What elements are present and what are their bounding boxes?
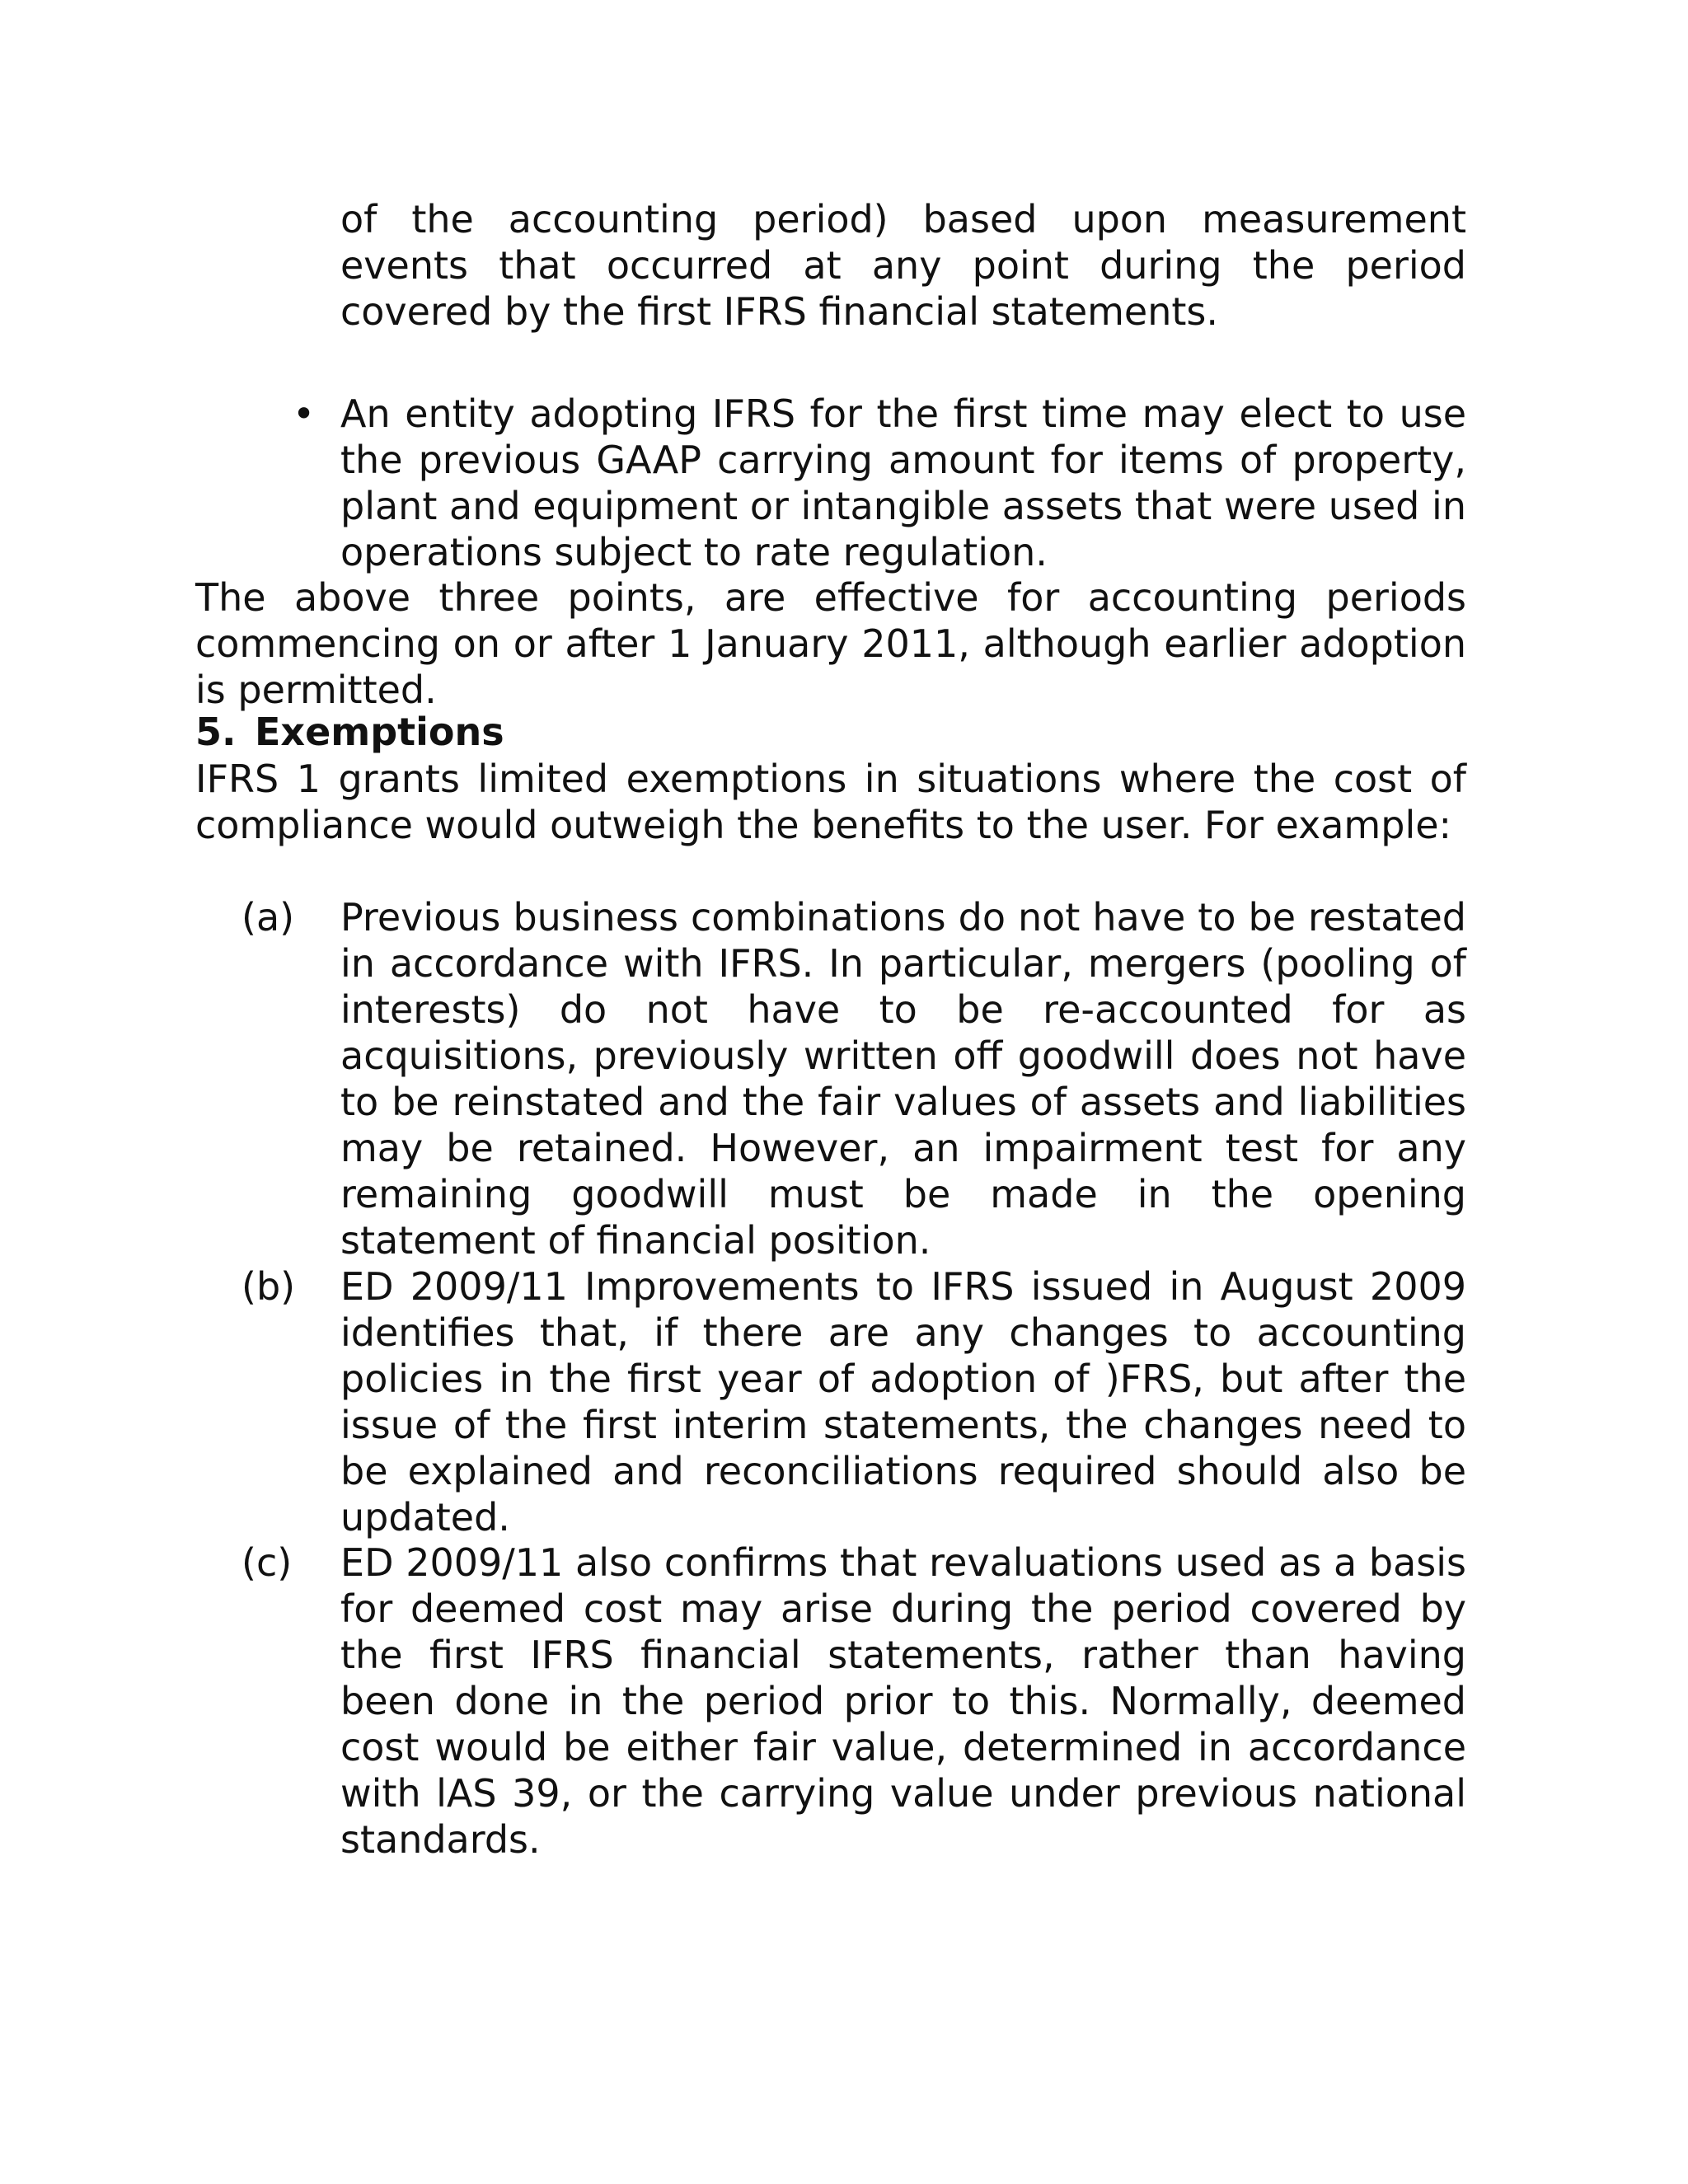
bullet-paragraph: An entity adopting IFRS for the first time may elect to use the previous GAAP carrying amount for items of property, plant and equipment or intangible assets that were used in operations subject to rate regulation.: [340, 391, 1466, 574]
list-item-label-a: (a): [241, 895, 295, 940]
continuation-paragraph: of the accounting period) based upon measurement events that occurred at any point during the period covered by the first IFRS financial statements.: [340, 197, 1466, 334]
section-heading: [195, 709, 504, 755]
list-item-text-c: ED 2009/11 also confirms that revaluations used as a basis for deemed cost may arise during the period covered by the first IFRS financial statements, rather than having been done in the period prior to this. Normally, deemed cost would be either fair value, determined in accordance with lAS 39, or the carrying value under previous national standards.: [340, 1540, 1466, 1862]
section-intro-paragraph: IFRS 1 grants limited exemptions in situations where the cost of compliance would outweigh the benefits to the user. For example:: [195, 757, 1466, 847]
list-item-text-b: ED 2009/11 Improvements to IFRS issued in August 2009 identifies that, if there are any changes to accounting policies in the first year of adoption of )FRS, but after the issue of the first interim statements, the changes need to be explained and reconciliations required should also be updated.: [340, 1264, 1466, 1540]
section-title: Exemptions: [255, 710, 504, 754]
bullet-marker: •: [293, 391, 316, 436]
list-item-label-c: (c): [241, 1540, 293, 1585]
list-item-label-b: (b): [241, 1264, 296, 1309]
section-number: 5.: [195, 710, 237, 754]
summary-paragraph: The above three points, are effective for accounting periods commencing on or after 1 January 2011, although earlier adoption is permitted.: [195, 575, 1466, 712]
list-item-text-a: Previous business combinations do not have to be restated in accordance with IFRS. In particular, mergers (pooling of interests) do not have to be re-accounted for as acquisitions, previously written off goodwill does not have to be reinstated and the fair values of assets and liabilities may be retained. However, an impairment test for any remaining goodwill must be made in the opening statement of financial position.: [340, 895, 1466, 1263]
